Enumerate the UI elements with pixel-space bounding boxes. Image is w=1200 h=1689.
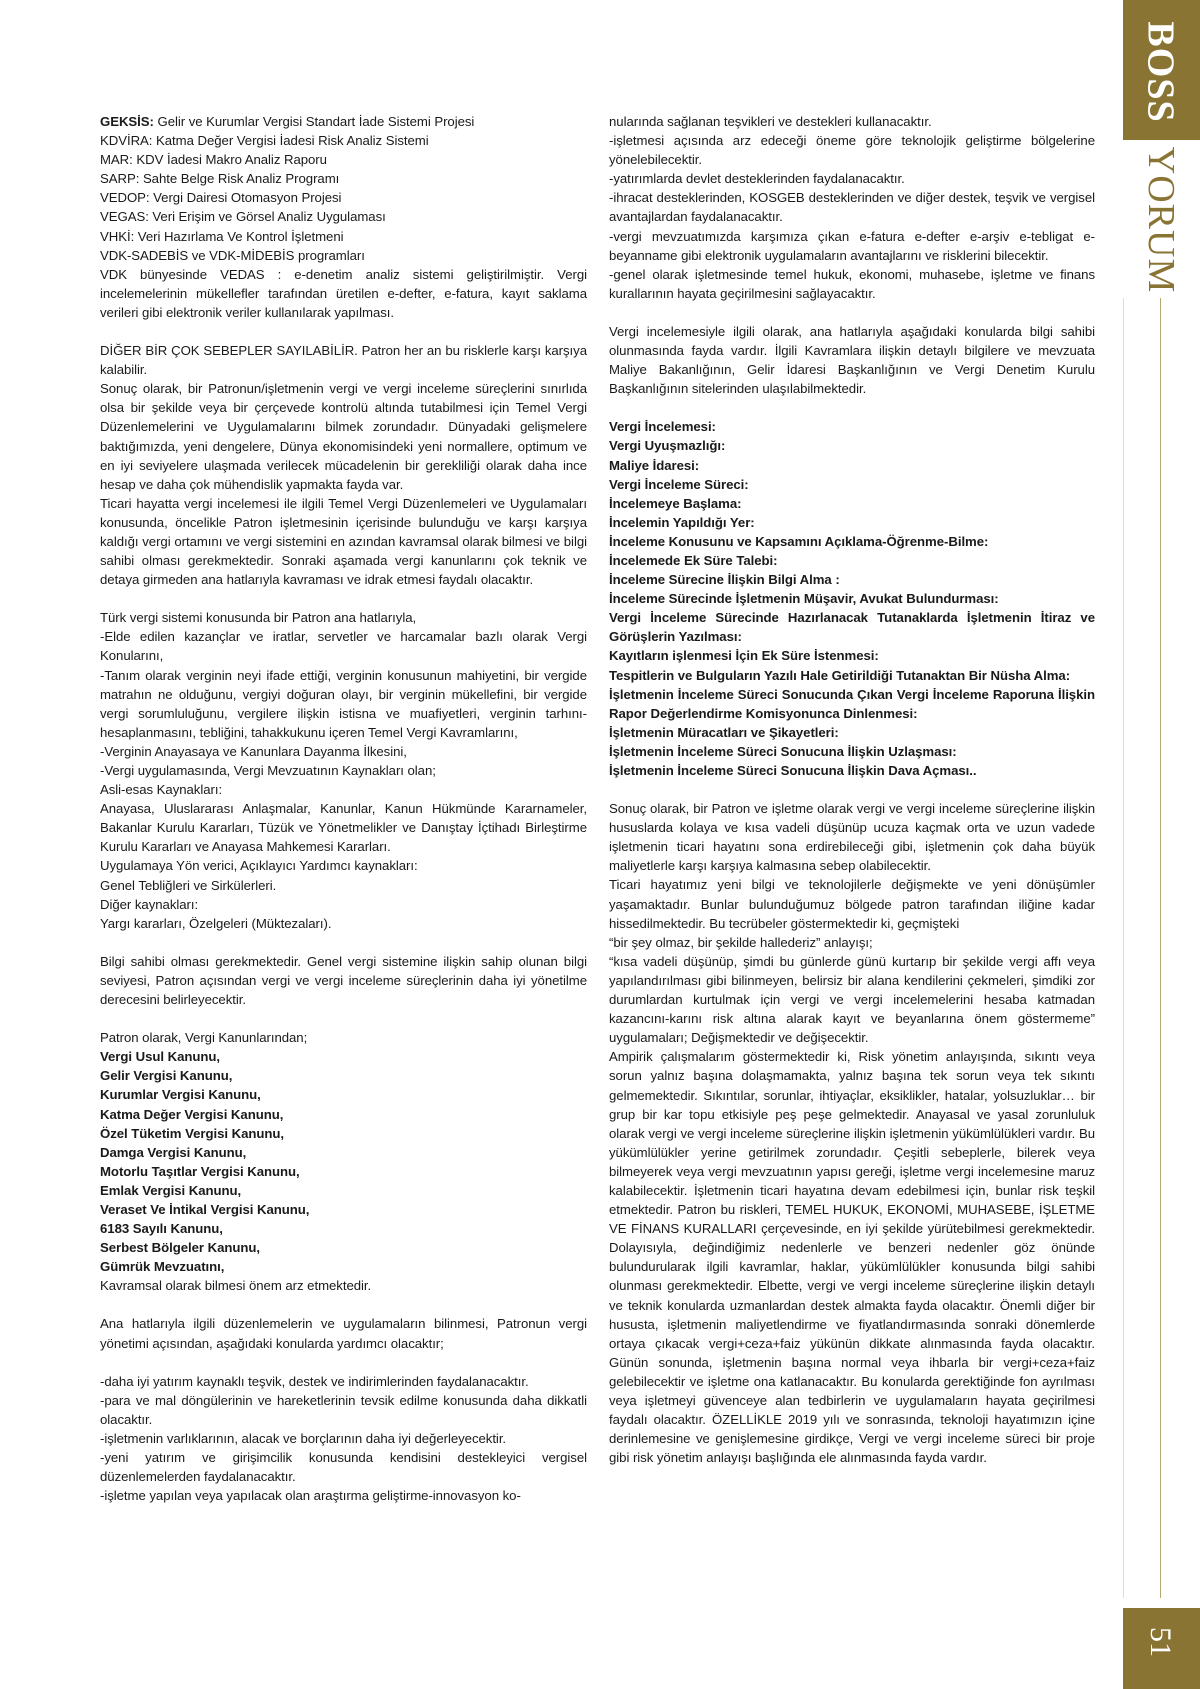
paragraph-gap bbox=[100, 1295, 587, 1314]
glossary-text: Gelir ve Kurumlar Vergisi Standart İade Sistemi Projesi bbox=[153, 114, 475, 129]
paragraph: Ampirik çalışmalarım göstermektedir ki, Risk yönetim anlayışında, sıkıntı veya sorun yalnız başına dolaşmamakta, yalnız başına tek sorun veya tek sıkıntı gelmemektedir. Sıkıntılar, sorunlar, ihtiyaçlar, eksiklikler, hatalar, yolsuzluklar… bir grup bir kar topu etkisiyle peş peşe gelmektedir. Anayasal ve yasal zorunluluk olarak vergi ve vergi inceleme süreçlerine ilişkin işletmenin yükümlülükleri vardır. Bu yükümlülükler yerine getirilmek zorundadır. Çeşitli sebeplerle, bilerek veya bilmeyerek veya vergi mevzuatının yapısı gereği, işletme vergi incelemesine maruz kalabilecektir. İşletmenin ticari hayatına devam edebilmesi için, bunlar risk teşkil etmektedir. Patron bu riskleri, TEMEL HUKUK, EKONOMİ, MUHASEBE, İŞLETME VE FİNANS KURALLARI çerçevesinde, en iyi şekilde yürütebilmesi gerekmektedir. Dolayısıyla, değindiğimiz nedenlerle ve benzeri nedenler göz önünde bulundurularak ilgili kavramlar, haklar, yükümlülükler konusunda bilgi sahibi olunması gerekmektedir. Elbette, vergi ve vergi inceleme süreçlerine ilişkin detaylı ve teknik konularda uzmanlardan destek almakta fayda olacaktır. Önemli diğer bir hususta, işletmenin maliyetlendirme ve fiyatlandırmasında sonraki dönemlerde ortaya çıkacak vergi+ceza+faiz yükünün dikkate alınmasında fayda olacaktır. Günün sonunda, işletmenin başına normal veya ihbarla bir vergi+ceza+faiz gelebilecektir ve işletme ona katlanacaktır. Bu konularda gerektiğinde fon ayrılması veya işletmeyi güvenceye alan tedbirlerin ve uygulamaların hayata geçirilmesi faydalı olacaktır. ÖZELLİKLE 2019 yılı ve sonrasında, teknoloji hayatımızın içine derinlemesine ve genişlemesine girdikçe, Vergi ve vergi inceleme süreci bir proje gibi risk yönetim anlayışı başlığında ele alınmasında fayda vardır. bbox=[609, 1049, 1095, 1466]
bold-heading: Vergi Usul Kanunu, bbox=[100, 1049, 221, 1065]
page-number-text: 51 bbox=[1144, 1627, 1177, 1657]
glossary-text: KDVİRA: Katma Değer Vergisi İadesi Risk Analiz Sistemi bbox=[100, 133, 429, 149]
paragraph: Uygulamaya Yön verici, Açıklayıcı Yardımcı kaynakları: bbox=[100, 858, 418, 874]
paragraph: Bilgi sahibi olması gerekmektedir. Genel vergi sistemine ilişkin sahip olunan bilgi seviyesi, Patron açısından vergi ve vergi inceleme süreçlerinin daha iyi yönetilme derecesini belirleyecektir. bbox=[100, 953, 587, 1008]
glossary-text: VHKİ: Veri Hazırlama Ve Kontrol İşletmeni bbox=[100, 228, 344, 244]
bold-heading: Gümrük Mevzuatını, bbox=[100, 1259, 225, 1275]
paragraph: Ticari hayatta vergi incelemesi ile ilgili Temel Vergi Düzenlemeleri ve Uygulamaları konusunda, öncelikle Patron işletmesinin içerisinde bulunduğu ve karşı karşıya kaldığı vergi ortamını ve vergi sistemini en azından kavramsal olarak bilmesi ve bilgi sahibi olması gerekmektedir. Sonraki aşamada vergi kanunlarını çok teknik ve detaya girmeden ana hatlarıyla kavraması ve idrak etmesi faydalı olacaktır. bbox=[100, 495, 587, 588]
paragraph: -Tanım olarak verginin neyi ifade ettiği, verginin konusunun mahiyetini, bir vergide matrahın ne olduğunu, vergiyi doğuran olayı, bir verginin mükellefini, bir vergide vergi sorumluluğunu, vergilere ilişkin istisna ve muafiyetleri, verginin tarhını-hesaplanmasını, tebliğini, tahakkukunu içeren Temel Vergi Kavramlarını, bbox=[100, 667, 587, 740]
glossary-line bbox=[100, 150, 587, 169]
paragraph: -işletme yapılan veya yapılacak olan araştırma geliştirme-innovasyon ko- bbox=[100, 1488, 521, 1504]
paragraph: Sonuç olarak, bir Patronun/işletmenin vergi ve vergi inceleme süreçlerini sınırlıda olsa bir şekilde veya bir çerçevede kontrolü altında tutabilmesi için Temel Vergi Düzenlemelerini ve Uygulamalarını bilmek zorundadır. Dünyadaki gelişmelere baktığımızda, yeni dengelere, Dünya ekonomisindeki yeni normallere, optimum ve en iyi seviyelere ulaşmada verilecek mücadelenin bir gerekliliği olarak daha ince hesap ve daha çok mühendislik yapmakta fayda var. bbox=[100, 381, 587, 492]
bold-heading: Tespitlerin ve Bulguların Yazılı Hale Getirildiği Tutanaktan Bir Nüsha Alma: bbox=[609, 667, 1071, 683]
paragraph: -daha iyi yatırım kaynaklı teşvik, destek ve indirimlerinden faydalanacaktır. bbox=[100, 1373, 529, 1389]
bold-heading: İncelemin Yapıldığı Yer: bbox=[609, 514, 755, 530]
paragraph: nularında sağlanan teşvikleri ve destekleri kullanacaktır. bbox=[609, 114, 932, 129]
bold-heading: İşletmenin Müracatları ve Şikayetleri: bbox=[609, 724, 839, 740]
brand-logo bbox=[1140, 12, 1183, 132]
glossary-text: MAR: KDV İadesi Makro Analiz Raporu bbox=[100, 152, 327, 168]
brand-name: BOSS bbox=[1140, 21, 1183, 123]
paragraph: “bir şey olmaz, bir şekilde hallederiz” anlayışı; bbox=[609, 934, 873, 950]
paragraph-gap bbox=[609, 780, 1095, 799]
bold-heading: İnceleme Sürecinde İşletmenin Müşavir, Avukat Bulundurması: bbox=[609, 591, 999, 607]
sidebar-rule bbox=[1160, 298, 1161, 1598]
glossary-line bbox=[100, 112, 587, 131]
paragraph: Genel Tebliğleri ve Sirkülerleri. bbox=[100, 877, 277, 893]
paragraph: Ana hatlarıyla ilgili düzenlemelerin ve uygulamaların bilinmesi, Patronun vergi yönetimi açısından, aşağıdaki konularda yardımcı olacaktır; bbox=[100, 1316, 587, 1351]
bold-heading: İnceleme Sürecine İlişkin Bilgi Alma : bbox=[609, 572, 840, 588]
bold-heading: Gelir Vergisi Kanunu, bbox=[100, 1068, 233, 1084]
paragraph: Asli-esas Kaynakları: bbox=[100, 782, 223, 798]
glossary-label: GEKSİS: bbox=[100, 114, 154, 129]
paragraph: -vergi mevzuatımızda karşımıza çıkan e-fatura e-defter e-arşiv e-tebligat e-beyanname gibi elektronik uygulamaların avantajlarını ve risklerini bilecektir. bbox=[609, 228, 1095, 263]
paragraph-gap bbox=[100, 933, 587, 952]
paragraph-gap bbox=[609, 303, 1095, 322]
bold-heading: Vergi İnceleme Sürecinde Hazırlanacak Tutanaklarda İşletmenin İtiraz ve Görüşlerin Yazılması: bbox=[609, 610, 1095, 645]
bold-heading: Serbest Bölgeler Kanunu, bbox=[100, 1240, 261, 1256]
paragraph: Diğer kaynakları: bbox=[100, 896, 199, 912]
bold-heading: Maliye İdaresi: bbox=[609, 457, 700, 473]
bold-heading: Vergi Uyuşmazlığı: bbox=[609, 438, 726, 454]
bold-heading: Vergi İncelemesi: bbox=[609, 419, 716, 435]
paragraph-gap bbox=[100, 322, 587, 341]
paragraph: -Verginin Anayasaya ve Kanunlara Dayanma İlkesini, bbox=[100, 743, 407, 759]
glossary-text: VDK-SADEBİS ve VDK-MİDEBİS programları bbox=[100, 247, 365, 263]
paragraph: Sonuç olarak, bir Patron ve işletme olarak vergi ve vergi inceleme süreçlerine ilişkin hususlarda kolaya ve kısa vadeli düşünüp ucuza kaçmak orta ve uzun vadede işletmenin ticari hayatını sona erdirebileceği gibi, işletmenin çok daha büyük maliyetlerle karşı karşıya kalmasına sebep olabilecektir. bbox=[609, 801, 1095, 874]
bold-heading: Veraset Ve İntikal Vergisi Kanunu, bbox=[100, 1201, 310, 1217]
glossary-line bbox=[100, 246, 587, 265]
paragraph: Anayasa, Uluslararası Anlaşmalar, Kanunlar, Kanun Hükmünde Kararnameler, Bakanlar Kurulu Kararları, Tüzük ve Yönetmelikler ve Danıştay İçtihadı Birleştirme Kurulu Kararları ve Anayasa Mahkemesi Kararları. bbox=[100, 801, 587, 855]
bold-heading: İncelemeye Başlama: bbox=[609, 495, 742, 511]
bold-heading: Katma Değer Vergisi Kanunu, bbox=[100, 1106, 284, 1122]
bold-heading: 6183 Sayılı Kanunu, bbox=[100, 1221, 223, 1237]
bold-heading: İşletmenin İnceleme Süreci Sonucuna İlişkin Uzlaşması: bbox=[609, 743, 957, 759]
paragraph: Kavramsal olarak bilmesi önem arz etmektedir. bbox=[100, 1278, 372, 1294]
bold-heading: Emlak Vergisi Kanunu, bbox=[100, 1182, 242, 1198]
page-number bbox=[1140, 1622, 1180, 1662]
glossary-line bbox=[100, 169, 587, 188]
right-column bbox=[609, 112, 1095, 1467]
paragraph: -yatırımlarda devlet desteklerinden faydalanacaktır. bbox=[609, 171, 905, 187]
bold-heading: Damga Vergisi Kanunu, bbox=[100, 1144, 247, 1160]
paragraph: Vergi incelemesiyle ilgili olarak, ana hatlarıyla aşağıdaki konularda bilgi sahibi olunmasında fayda vardır. İlgili Kavramlara ilişkin detaylı bilgilere ve mevzuata Maliye Bakanlığının, Gelir İdaresi Başkanlığının ve Vergi Denetim Kurulu Başkanlığının sitelerinden ulaşılabilmektedir. bbox=[609, 323, 1095, 397]
paragraph: DİĞER BİR ÇOK SEBEPLER SAYILABİLİR. Patron her an bu risklerle karşı karşıya kalabilir. bbox=[100, 343, 587, 378]
sidebar-divider bbox=[1123, 298, 1124, 1598]
glossary-line bbox=[100, 131, 587, 150]
glossary-text: VEGAS: Veri Erişim ve Görsel Analiz Uygulaması bbox=[100, 209, 386, 225]
paragraph: Patron olarak, Vergi Kanunlarından; bbox=[100, 1030, 308, 1046]
bold-heading: Kayıtların işlenmesi İçin Ek Süre İstenmesi: bbox=[609, 648, 879, 664]
paragraph: “kısa vadeli düşünüp, şimdi bu günlerde günü kurtarıp bir şekilde vergi affı veya yapılandırılması gibi bilinmeyen, belirsiz bir alana kendilerini çekmeleri, şimdiki zor durumlardan kurtulmak için vergi ve vergi incelemelerini hesaba katmadan kazancını-karını risk altına alarak kayıt ve beyanlarına önem göstermeme” uygulamaları; Değişmektedir ve değişecektir. bbox=[609, 953, 1095, 1046]
bold-heading: İşletmenin İnceleme Süreci Sonucunda Çıkan Vergi İnceleme Raporuna İlişkin Rapor Değerlendirme Komisyonunca Dinlenmesi: bbox=[609, 686, 1095, 721]
bold-heading: Özel Tüketim Vergisi Kanunu, bbox=[100, 1125, 284, 1141]
paragraph-gap bbox=[609, 398, 1095, 417]
paragraph bbox=[100, 112, 587, 265]
paragraph: -işletmenin varlıklarının, alacak ve borçlarının daha iyi değerleyecektir. bbox=[100, 1430, 507, 1446]
paragraph: -Vergi uygulamasında, Vergi Mevzuatının Kaynakları olan; bbox=[100, 763, 436, 778]
glossary-text: VEDOP: Vergi Dairesi Otomasyon Projesi bbox=[100, 190, 342, 206]
section-title bbox=[1133, 146, 1189, 294]
glossary-line bbox=[100, 227, 587, 246]
paragraph: -para ve mal döngülerinin ve hareketlerinin tevsik edilme konusunda daha dikkatli olacaktır. bbox=[100, 1392, 587, 1427]
paragraph-gap bbox=[100, 1353, 587, 1372]
bold-heading: Vergi İnceleme Süreci: bbox=[609, 476, 749, 492]
glossary-line bbox=[100, 188, 587, 207]
bold-heading: İşletmenin İnceleme Süreci Sonucuna İlişkin Dava Açması.. bbox=[609, 763, 977, 778]
bold-heading: Motorlu Taşıtlar Vergisi Kanunu, bbox=[100, 1163, 300, 1179]
paragraph: -işletmesi açısında arz edeceği öneme göre teknolojik geliştirme bölgelerine yönelebilecektir. bbox=[609, 133, 1095, 168]
paragraph: -yeni yatırım ve girişimcilik konusunda kendisini destekleyici vergisel düzenlemelerden faydalanacaktır. bbox=[100, 1450, 587, 1485]
bold-heading: Kurumlar Vergisi Kanunu, bbox=[100, 1087, 261, 1103]
left-column bbox=[100, 112, 587, 1505]
paragraph: -ihracat desteklerinden, KOSGEB desteklerinden ve diğer destek, teşvik ve vergisel avantajlardan faydalanacaktır. bbox=[609, 190, 1095, 225]
glossary-text: SARP: Sahte Belge Risk Analiz Programı bbox=[100, 171, 340, 187]
paragraph: -Elde edilen kazançlar ve iratlar, servetler ve harcamalar bazlı olarak Vergi Konularını, bbox=[100, 629, 587, 664]
bold-heading: İncelemede Ek Süre Talebi: bbox=[609, 552, 778, 568]
paragraph: VDK bünyesinde VEDAS : e-denetim analiz sistemi geliştirilmiştir. Vergi incelemelerinin mükellefler tarafından üretilen e-defter, e-fatura, kayıt saklama verileri gibi elektronik veriler kullanılarak yapılması. bbox=[100, 266, 587, 320]
bold-heading: İnceleme Konusunu ve Kapsamını Açıklama-Öğrenme-Bilme: bbox=[609, 533, 989, 549]
section-name: YORUM bbox=[1140, 146, 1182, 294]
paragraph: -genel olarak işletmesinde temel hukuk, ekonomi, muhasebe, işletme ve finans kurallarının hayata geçirilmesini sağlayacaktır. bbox=[609, 266, 1095, 301]
paragraph: Ticari hayatımız yeni bilgi ve teknolojilerle değişmekte ve yeni dönüşümler yaşamaktadır. Bunlar bulunduğumuz bölgede patron tarafından iliğine kadar hissedilmektedir. Bu tecrübeler göstermektedir ki, geçmişteki bbox=[609, 877, 1095, 931]
paragraph-gap bbox=[100, 1009, 587, 1028]
paragraph: Türk vergi sistemi konusunda bir Patron ana hatlarıyla, bbox=[100, 610, 417, 626]
paragraph-gap bbox=[100, 589, 587, 608]
paragraph: Yargı kararları, Özelgeleri (Müktezaları). bbox=[100, 915, 332, 931]
glossary-line bbox=[100, 207, 587, 226]
